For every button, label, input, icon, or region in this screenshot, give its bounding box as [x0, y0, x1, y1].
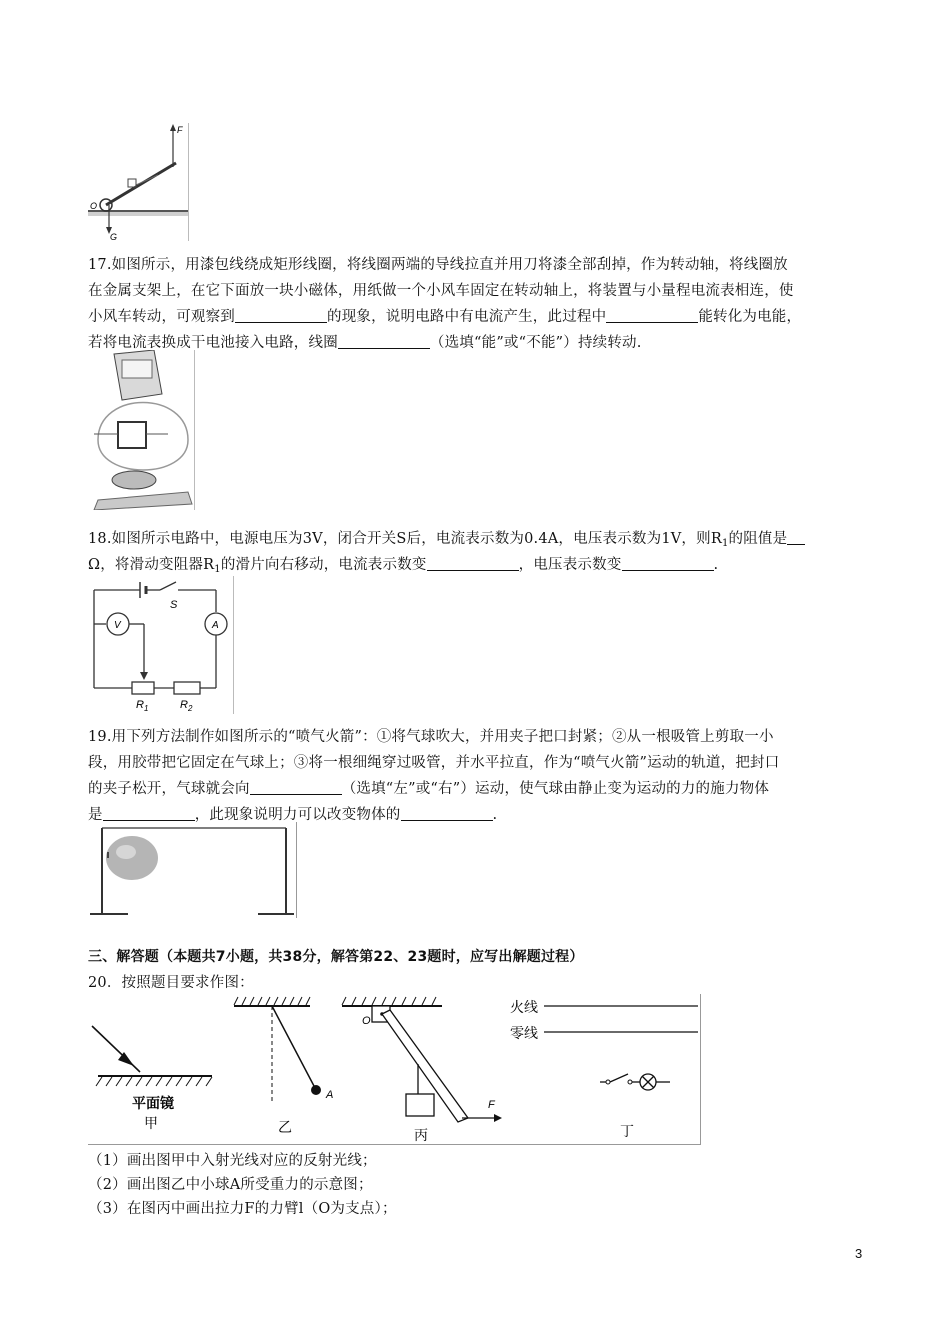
q20-label-mirror: 平面镜: [132, 1095, 174, 1111]
q20-label-jia: 甲: [144, 1115, 158, 1131]
q16-label-o: O: [90, 201, 98, 211]
q18-circuit-figure: [88, 576, 234, 714]
q19-blank-1[interactable]: [250, 778, 342, 795]
q18-line2: Ω，将滑动变阻器$R_1$的滑片向右移动，电流表示数变 ，电压表示数变 .: [88, 552, 718, 583]
page-number: 3: [855, 1246, 863, 1261]
q18-label-s: S: [170, 599, 178, 611]
q20-label-a: A: [326, 1089, 334, 1101]
q20-label-yi: 乙: [278, 1119, 292, 1135]
q20-label-o: O: [362, 1015, 371, 1027]
q20-fig-bing: [342, 997, 502, 1143]
q20-fig-yi: [234, 997, 333, 1135]
q19-figure: [88, 822, 297, 918]
q20-part2: （2）画出图乙中小球A所受重力的示意图；: [88, 1177, 373, 1193]
q20-label-f: F: [488, 1099, 495, 1111]
q20-fig-ding: [510, 999, 698, 1139]
q19-blank-2[interactable]: [103, 804, 195, 821]
q20-figure: [88, 994, 701, 1145]
q18-blank-3[interactable]: [622, 554, 714, 571]
q16-label-g: G: [110, 232, 118, 241]
q17-figure-svg: [88, 350, 194, 510]
q18-label-r2: $R_2$: [180, 699, 193, 713]
q20-part1: （1）画出图甲中入射光线对应的反射光线；: [88, 1153, 377, 1169]
q18-line1: 18.如图所示电路中，电源电压为3V，闭合开关S后，电流表示数为0.4A，电压表示数为1V，则$R_1$的阻值是: [88, 526, 805, 557]
q17-figure: [88, 350, 195, 510]
q19-line1: 19.用下列方法制作如图所示的“喷气火箭”：①将气球吹大，并用夹子把口封紧；②从一根吸管上剪取一小: [88, 729, 774, 745]
q18-label-v: V: [114, 620, 121, 631]
q17-line3: 小风车转动，可观察到 的现象，说明电路中有电流产生，此过程中 能转化为电能，: [88, 304, 801, 330]
q20-label-ding: 丁: [620, 1123, 634, 1139]
q16-figure: [88, 123, 189, 241]
q18-blank-1[interactable]: [787, 528, 805, 545]
q19-blank-3[interactable]: [401, 804, 493, 821]
q18-blank-2[interactable]: [427, 554, 519, 571]
q19-line3: 的夹子松开，气球就会向 （选填“左”或“右”）运动，使气球由静止变为运动的力的施力物体: [88, 776, 769, 802]
q17-blank-3[interactable]: [338, 332, 430, 349]
q19-line2: 段，用胶带把它固定在气球上；③将一根细绳穿过吸管，并水平拉直，作为“喷气火箭”运动的轨道，把封口: [88, 755, 780, 771]
q18-label-r1: $R_1$: [136, 699, 149, 713]
q17-blank-2[interactable]: [606, 306, 698, 323]
q19-line4: 是 ，此现象说明力可以改变物体的 .: [88, 802, 497, 828]
q16-figure-svg: [88, 123, 188, 241]
q18-label-a: A: [212, 620, 219, 631]
q17-blank-1[interactable]: [235, 306, 327, 323]
q20-label-bing: 丙: [414, 1127, 428, 1143]
q20-figure-svg: [88, 994, 700, 1144]
q20-label-live: 火线: [510, 999, 538, 1015]
q20-label-neutral: 零线: [510, 1025, 538, 1041]
q20-fig-jia: [92, 1026, 212, 1131]
section3-heading: 三、解答题（本题共7小题，共38分，解答第22、23题时，应写出解题过程）: [88, 949, 584, 965]
q17-line1: 17.如图所示，用漆包线绕成矩形线圈，将线圈两端的导线拉直并用刀将漆全部刮掉，作为转动轴，将线圈放: [88, 257, 788, 273]
q20-part3: （3）在图丙中画出拉力F的力臂l（O为支点）；: [88, 1201, 397, 1217]
q19-figure-svg: [88, 822, 296, 918]
q20-title: 20．按照题目要求作图：: [88, 975, 254, 991]
q18-circuit-svg: [88, 576, 233, 714]
q16-label-f: F: [177, 125, 183, 135]
q17-line4: 若将电流表换成干电池接入电路，线圈 （选填“能”或“不能”）持续转动.: [88, 330, 642, 356]
q17-line2: 在金属支架上，在它下面放一块小磁体，用纸做一个小风车固定在转动轴上，将装置与小量程电流表相连，使: [88, 283, 794, 299]
